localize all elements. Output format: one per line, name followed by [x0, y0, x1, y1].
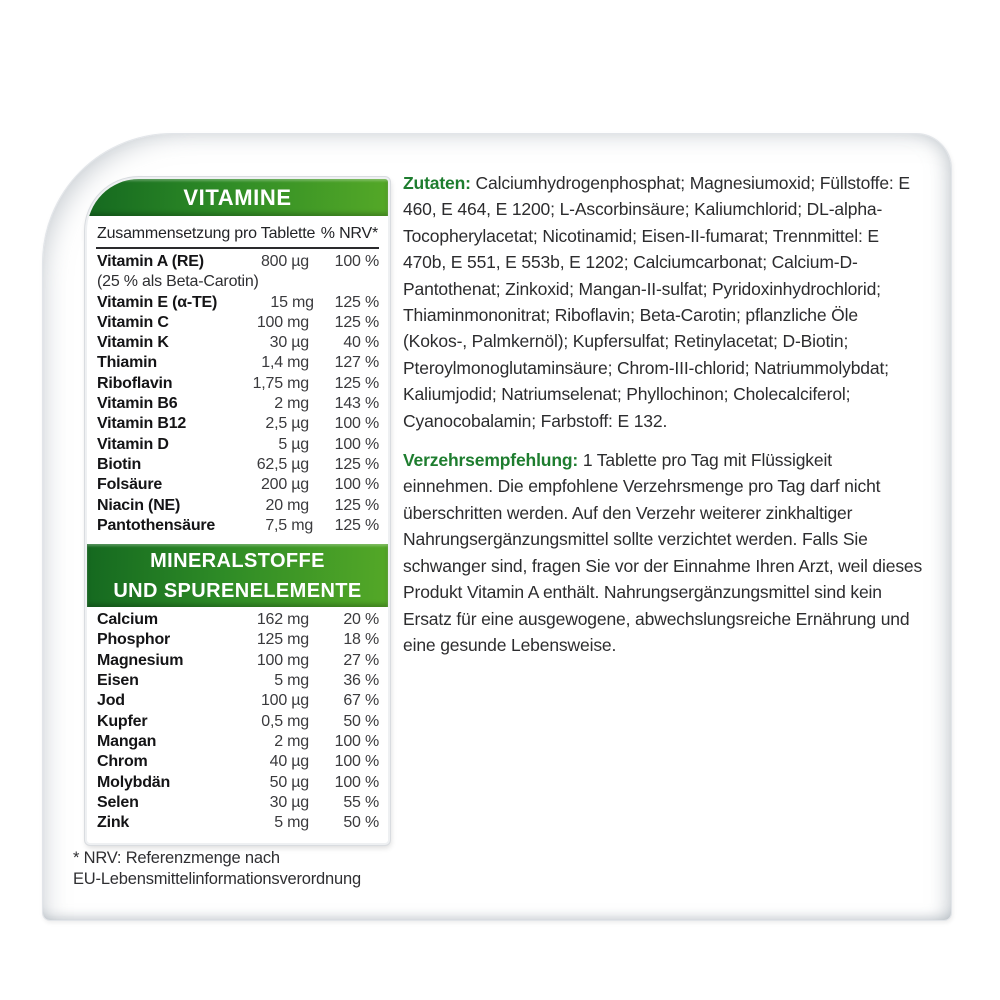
product-package-back-panel	[42, 133, 952, 921]
table-row	[97, 415, 379, 435]
nutrient-name: Vitamin C	[97, 313, 169, 331]
nutrition-table-panel	[85, 177, 390, 845]
table-row	[97, 672, 379, 692]
nutrient-nrv: 27 %	[343, 651, 379, 669]
nutrient-amount: 125 mg	[256, 631, 309, 649]
nutrient-name: Phosphor	[97, 631, 171, 649]
nutrient-nrv: 125 %	[334, 374, 379, 392]
nutrient-amount: 162 mg	[256, 611, 309, 629]
nutrient-amount: 5 mg	[274, 814, 309, 832]
nutrient-amount: 100 mg	[256, 313, 309, 331]
nutrient-name: Thiamin	[97, 354, 157, 372]
nutrient-amount: 100 µg	[260, 692, 309, 710]
table-row	[97, 294, 379, 314]
nutrient-amount: 5 mg	[274, 672, 309, 690]
nutrient-nrv: 40 %	[343, 334, 379, 352]
nutrient-amount: 0,5 mg	[261, 712, 309, 730]
nutrient-nrv: 100 %	[334, 773, 379, 791]
nutrient-amount: 7,5 mg	[265, 516, 314, 534]
ingredients-text: Calciumhydrogenphosphat; Magnesiumoxid; Füllstoffe: E 460, E 464, E 1200; L-Ascorbinsäure; Kaliumchlorid; DL-alpha-Tocopherylacetat; Nicotinamid; Eisen-II-fumarat; Trennmittel: E 470b, E 551, E 553b, E 1202; Calciumcarbonat; Calcium-D-Pantothenat; Zinkoxid; Mangan-II-sulfat; Pyridoxinhydrochlorid; Thiaminmononitrat; Riboflavin; Beta-Carotin; pflanzliche Öle (Kokos-, Palmkernöl); Kupfersulfat; Retinylacetat; D-Biotin; Pteroylmonoglutaminsäure; Chrom-III-chlorid; Natriummolybdat; Kaliumjodid; Natriumselenat; Phyllochinon; Cholecalciferol; Cyanocobalamin; Farbstoff: E 132.	[403, 173, 910, 431]
nutrient-name: Biotin	[97, 455, 142, 473]
nutrient-name: Selen	[97, 793, 139, 811]
table-row	[97, 436, 379, 456]
nutrient-nrv: 100 %	[334, 435, 379, 453]
nutrient-nrv: 125 %	[334, 293, 379, 311]
nutrient-nrv: 127 %	[334, 354, 379, 372]
ingredients-label: Zutaten:	[403, 173, 471, 193]
table-row	[97, 713, 379, 733]
nutrient-name: Pantothensäure	[97, 516, 216, 534]
nutrient-amount: 50 µg	[269, 773, 309, 791]
nutrient-nrv: 36 %	[343, 672, 379, 690]
nutrient-nrv: 18 %	[343, 631, 379, 649]
table-row	[97, 476, 379, 496]
table-row	[97, 273, 379, 293]
nutrient-name: Vitamin E (α-TE)	[97, 293, 218, 311]
nutrient-amount: 1,4 mg	[261, 354, 309, 372]
vitamins-section-header	[87, 179, 388, 216]
nutrient-nrv: 50 %	[343, 814, 379, 832]
nutrient-name: Niacin (NE)	[97, 496, 181, 514]
nutrient-amount: 20 mg	[265, 496, 309, 514]
nutrient-name: Eisen	[97, 672, 139, 690]
nutrient-nrv: 100 %	[334, 415, 379, 433]
nutrient-name: Kupfer	[97, 712, 148, 730]
nutrient-amount: 100 mg	[256, 651, 309, 669]
info-text-column	[403, 170, 925, 658]
composition-per-tablet-label: Zusammensetzung pro Tablette	[97, 225, 316, 242]
vitamins-section-title: VITAMINE	[183, 184, 292, 210]
table-row	[97, 652, 379, 672]
minerals-section-header	[87, 544, 388, 607]
nutrient-amount: 5 µg	[278, 435, 309, 453]
nutrient-name: Mangan	[97, 732, 157, 750]
nutrient-name: Jod	[97, 692, 125, 710]
table-row	[97, 631, 379, 651]
minerals-section-title-line1: MINERALSTOFFE	[150, 549, 325, 572]
table-row	[97, 774, 379, 794]
nutrient-name: Vitamin B6	[97, 395, 178, 413]
nutrient-name: Vitamin A (RE)	[97, 253, 204, 270]
nutrient-nrv: 100 %	[334, 253, 379, 270]
nutrient-nrv: 100 %	[334, 753, 379, 771]
nutrient-nrv: 55 %	[343, 793, 379, 811]
table-row	[97, 517, 379, 537]
nutrient-name: Calcium	[97, 611, 158, 629]
nutrient-nrv: 125 %	[334, 496, 379, 514]
nutrient-name: Vitamin D	[97, 435, 169, 453]
nutrient-amount: 200 µg	[260, 476, 309, 494]
nutrient-nrv: 125 %	[334, 455, 379, 473]
nrv-footnote-line2: EU-Lebensmittelinformationsverordnung	[73, 870, 361, 888]
table-row	[97, 611, 379, 631]
nutrient-amount: 62,5 µg	[256, 455, 309, 473]
table-row	[97, 354, 379, 374]
nutrient-nrv: 143 %	[334, 395, 379, 413]
table-row	[97, 794, 379, 814]
nutrient-nrv: 67 %	[343, 692, 379, 710]
nutrient-name: (25 % als Beta-Carotin)	[97, 273, 259, 291]
nutrient-amount: 800 µg	[260, 253, 309, 270]
table-row	[97, 692, 379, 712]
nutrient-name: Zink	[97, 814, 130, 832]
table-row	[97, 733, 379, 753]
nutrient-name: Riboflavin	[97, 374, 173, 392]
nutrient-amount: 40 µg	[269, 753, 309, 771]
nrv-percent-label: % NRV*	[320, 225, 378, 242]
nutrient-name: Folsäure	[97, 476, 163, 494]
nutrient-nrv: 125 %	[334, 516, 379, 534]
vitamin-rows	[87, 249, 388, 537]
nutrient-name: Vitamin B12	[97, 415, 187, 433]
nutrient-nrv: 20 %	[343, 611, 379, 629]
mineral-rows	[87, 607, 388, 834]
directions-paragraph	[403, 447, 925, 658]
nutrition-table-header	[96, 216, 379, 249]
table-row	[97, 395, 379, 415]
ingredients-paragraph	[403, 170, 925, 434]
nutrient-amount: 30 µg	[269, 334, 309, 352]
nutrient-name: Magnesium	[97, 651, 184, 669]
nutrient-name: Molybdän	[97, 773, 171, 791]
nutrient-amount: 2,5 µg	[265, 415, 309, 433]
table-row	[97, 456, 379, 476]
nutrient-name: Chrom	[97, 753, 148, 771]
table-row	[97, 753, 379, 773]
nutrient-amount: 15 mg	[270, 293, 314, 311]
nutrient-name: Vitamin K	[97, 334, 169, 352]
nutrient-amount: 2 mg	[274, 395, 309, 413]
table-row	[97, 814, 379, 834]
table-row	[97, 314, 379, 334]
nutrient-nrv: 50 %	[343, 712, 379, 730]
nutrient-nrv: 125 %	[334, 313, 379, 331]
nrv-footnote-line1: * NRV: Referenzmenge nach	[73, 849, 280, 867]
nutrient-amount: 2 mg	[274, 732, 309, 750]
table-row	[97, 375, 379, 395]
nutrient-amount: 30 µg	[269, 793, 309, 811]
directions-text: 1 Tablette pro Tag mit Flüssigkeit einnehmen. Die empfohlene Verzehrsmenge pro Tag darf nicht überschritten werden. Auf den Verzehr weiterer zinkhaltiger Nahrungsergänzungsmittel sollte verzichtet werden. Falls Sie schwanger sind, fragen Sie vor der Einnahme Ihren Arzt, weil dieses Produkt Vitamin A enthält. Nahrungsergänzungsmittel sind kein Ersatz für eine ausgewogene, abwechslungsreiche Ernährung und eine gesunde Lebensweise.	[403, 450, 923, 655]
directions-label: Verzehrsempfehlung:	[403, 450, 579, 471]
table-row	[97, 334, 379, 354]
nutrient-nrv: 100 %	[334, 732, 379, 750]
nutrient-nrv: 100 %	[334, 476, 379, 494]
table-row	[97, 253, 379, 273]
nrv-footnote	[73, 848, 361, 890]
minerals-section-title-line2: UND SPURENELEMENTE	[113, 579, 362, 602]
table-row	[97, 497, 379, 517]
nutrient-amount: 1,75 mg	[252, 374, 309, 392]
